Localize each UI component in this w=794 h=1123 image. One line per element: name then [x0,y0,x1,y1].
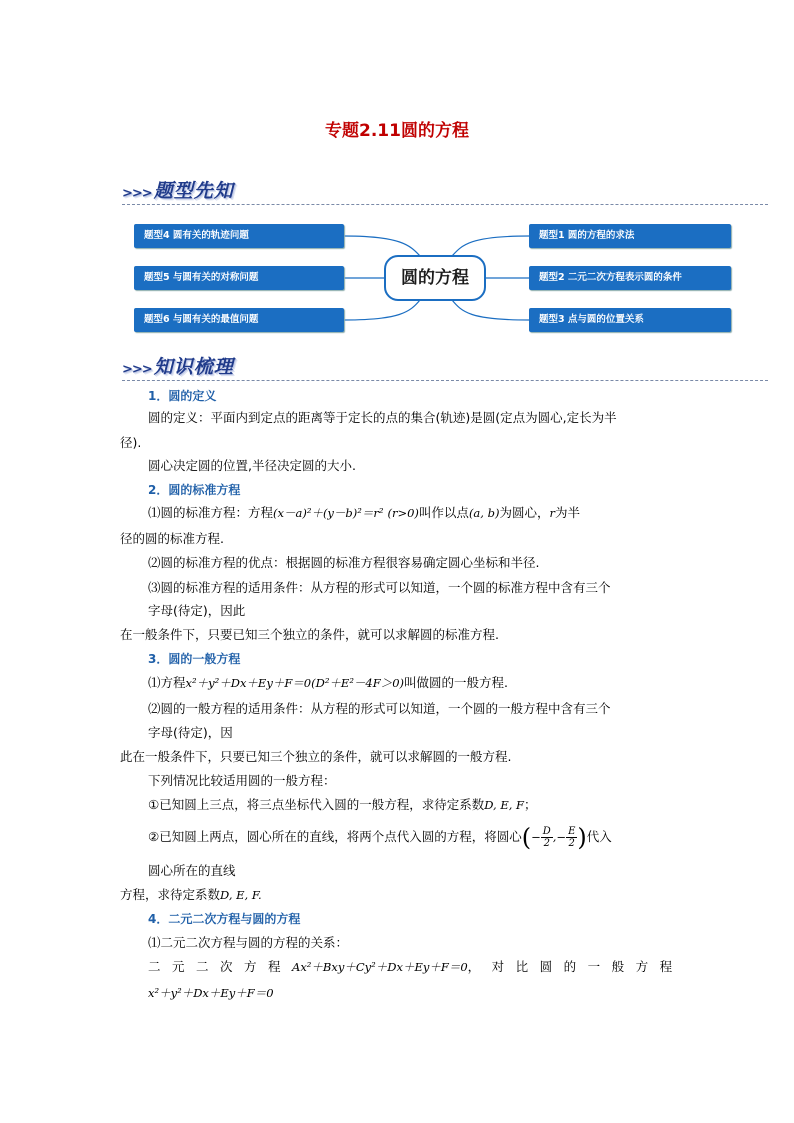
fraction: $\frac{D}{2}$ [542,826,551,849]
paragraph: 字母(待定)，因 [148,725,233,740]
paragraph: 在一般条件下，只要已知三个独立的条件，就可以求解圆的标准方程. [120,627,499,642]
connector-left-3 [344,300,420,320]
paragraph: 此在一般条件下，只要已知三个独立的条件，就可以求解圆的一般方程. [120,749,512,764]
formula: D, E, F. [220,888,262,902]
connector-right-1 [452,236,529,256]
heading-quadratic-equation: 4．二元二次方程与圆的方程 [148,912,301,926]
triple-arrow-icon: >>> [122,362,152,377]
triple-arrow-icon: >>> [122,186,152,201]
paragraph: 方程，求待定系数D, E, F. [120,887,262,902]
paragraph: ⑵圆的一般方程的适用条件：从方程的形式可以知道，一个圆的一般方程中含有三个 [148,701,611,716]
fraction: $\frac{E}{2}$ [568,826,576,849]
topic-box-3[interactable]: 题型3 点与圆的位置关系 [529,308,731,332]
paragraph: ②已知圆上两点，圆心所在的直线，将两个点代入圆的方程，将圆心(− $\frac{D}{2}$ ,− $\frac{E}{2}$ )代入 [148,823,612,852]
paragraph: 字母(待定)，因此 [148,603,246,618]
heading-general-equation: 3．圆的一般方程 [148,652,241,666]
topic-box-5[interactable]: 题型5 与圆有关的对称问题 [134,266,344,290]
mindmap-center: 圆的方程 [384,255,486,301]
paragraph: 二元二次方程Ax²＋Bxy＋Cy²＋Dx＋Ey＋F＝0，对比圆的一般方程 [148,959,684,974]
heading-circle-definition: 1．圆的定义 [148,389,217,403]
section-header-knowledge [122,352,234,379]
paragraph: ⑵圆的标准方程的优点：根据圆的标准方程很容易确定圆心坐标和半径. [148,555,540,570]
page-title: 专题2.11圆的方程 [325,121,469,141]
paragraph: ⑶圆的标准方程的适用条件：从方程的形式可以知道，一个圆的标准方程中含有三个 [148,580,611,595]
formula: (a, b) [468,506,500,520]
paragraph: ⑴二元二次方程与圆的方程的关系： [148,935,349,950]
paragraph: 径的圆的标准方程. [120,531,224,546]
divider [122,380,768,381]
paragraph: 圆的定义：平面内到定点的距离等于定长的点的集合(轨迹)是圆(定点为圆心,定长为半 [148,410,617,425]
formula: r [549,506,555,520]
formula: (r>0) [387,506,419,520]
topic-box-6[interactable]: 题型6 与圆有关的最值问题 [134,308,344,332]
topic-box-1[interactable]: 题型1 圆的方程的求法 [529,224,731,248]
connector-right-3 [452,300,529,320]
paragraph: 径). [120,435,142,450]
section-header-label: 知识梳理 [153,356,234,378]
paragraph: ①已知圆上三点，将三点坐标代入圆的一般方程，求待定系数D, E, F； [148,797,537,812]
mindmap-connectors [0,0,794,400]
topic-box-2[interactable]: 题型2 二元二次方程表示圆的条件 [529,266,731,290]
formula: D, E, F [484,798,525,812]
paragraph: 圆心决定圆的位置,半径决定圆的大小. [148,458,356,473]
formula: (x－a)²＋(y－b)²＝r² [273,506,384,520]
connector-left-1 [344,236,420,256]
heading-standard-equation: 2．圆的标准方程 [148,483,241,497]
paragraph: ⑴圆的标准方程：方程(x－a)²＋(y－b)²＝r² (r>0)叫作以点(a, b)为圆心，r为半 [148,505,580,520]
formula: Ax²＋Bxy＋Cy²＋Dx＋Ey＋F＝0 [292,960,468,974]
paragraph: 圆心所在的直线 [148,863,236,878]
topic-box-4[interactable]: 题型4 圆有关的轨迹问题 [134,224,344,248]
paragraph: ⑴方程x²＋y²＋Dx＋Ey＋F＝0(D²＋E²－4F＞0)叫做圆的一般方程. [148,675,509,690]
formula: x²＋y²＋Dx＋Ey＋F＝0(D²＋E²－4F＞0) [185,676,405,690]
paragraph: 下列情况比较适用圆的一般方程： [148,773,336,788]
section-header-label: 题型先知 [153,180,234,202]
formula: x²＋y²＋Dx＋Ey＋F＝0 [148,986,274,1000]
